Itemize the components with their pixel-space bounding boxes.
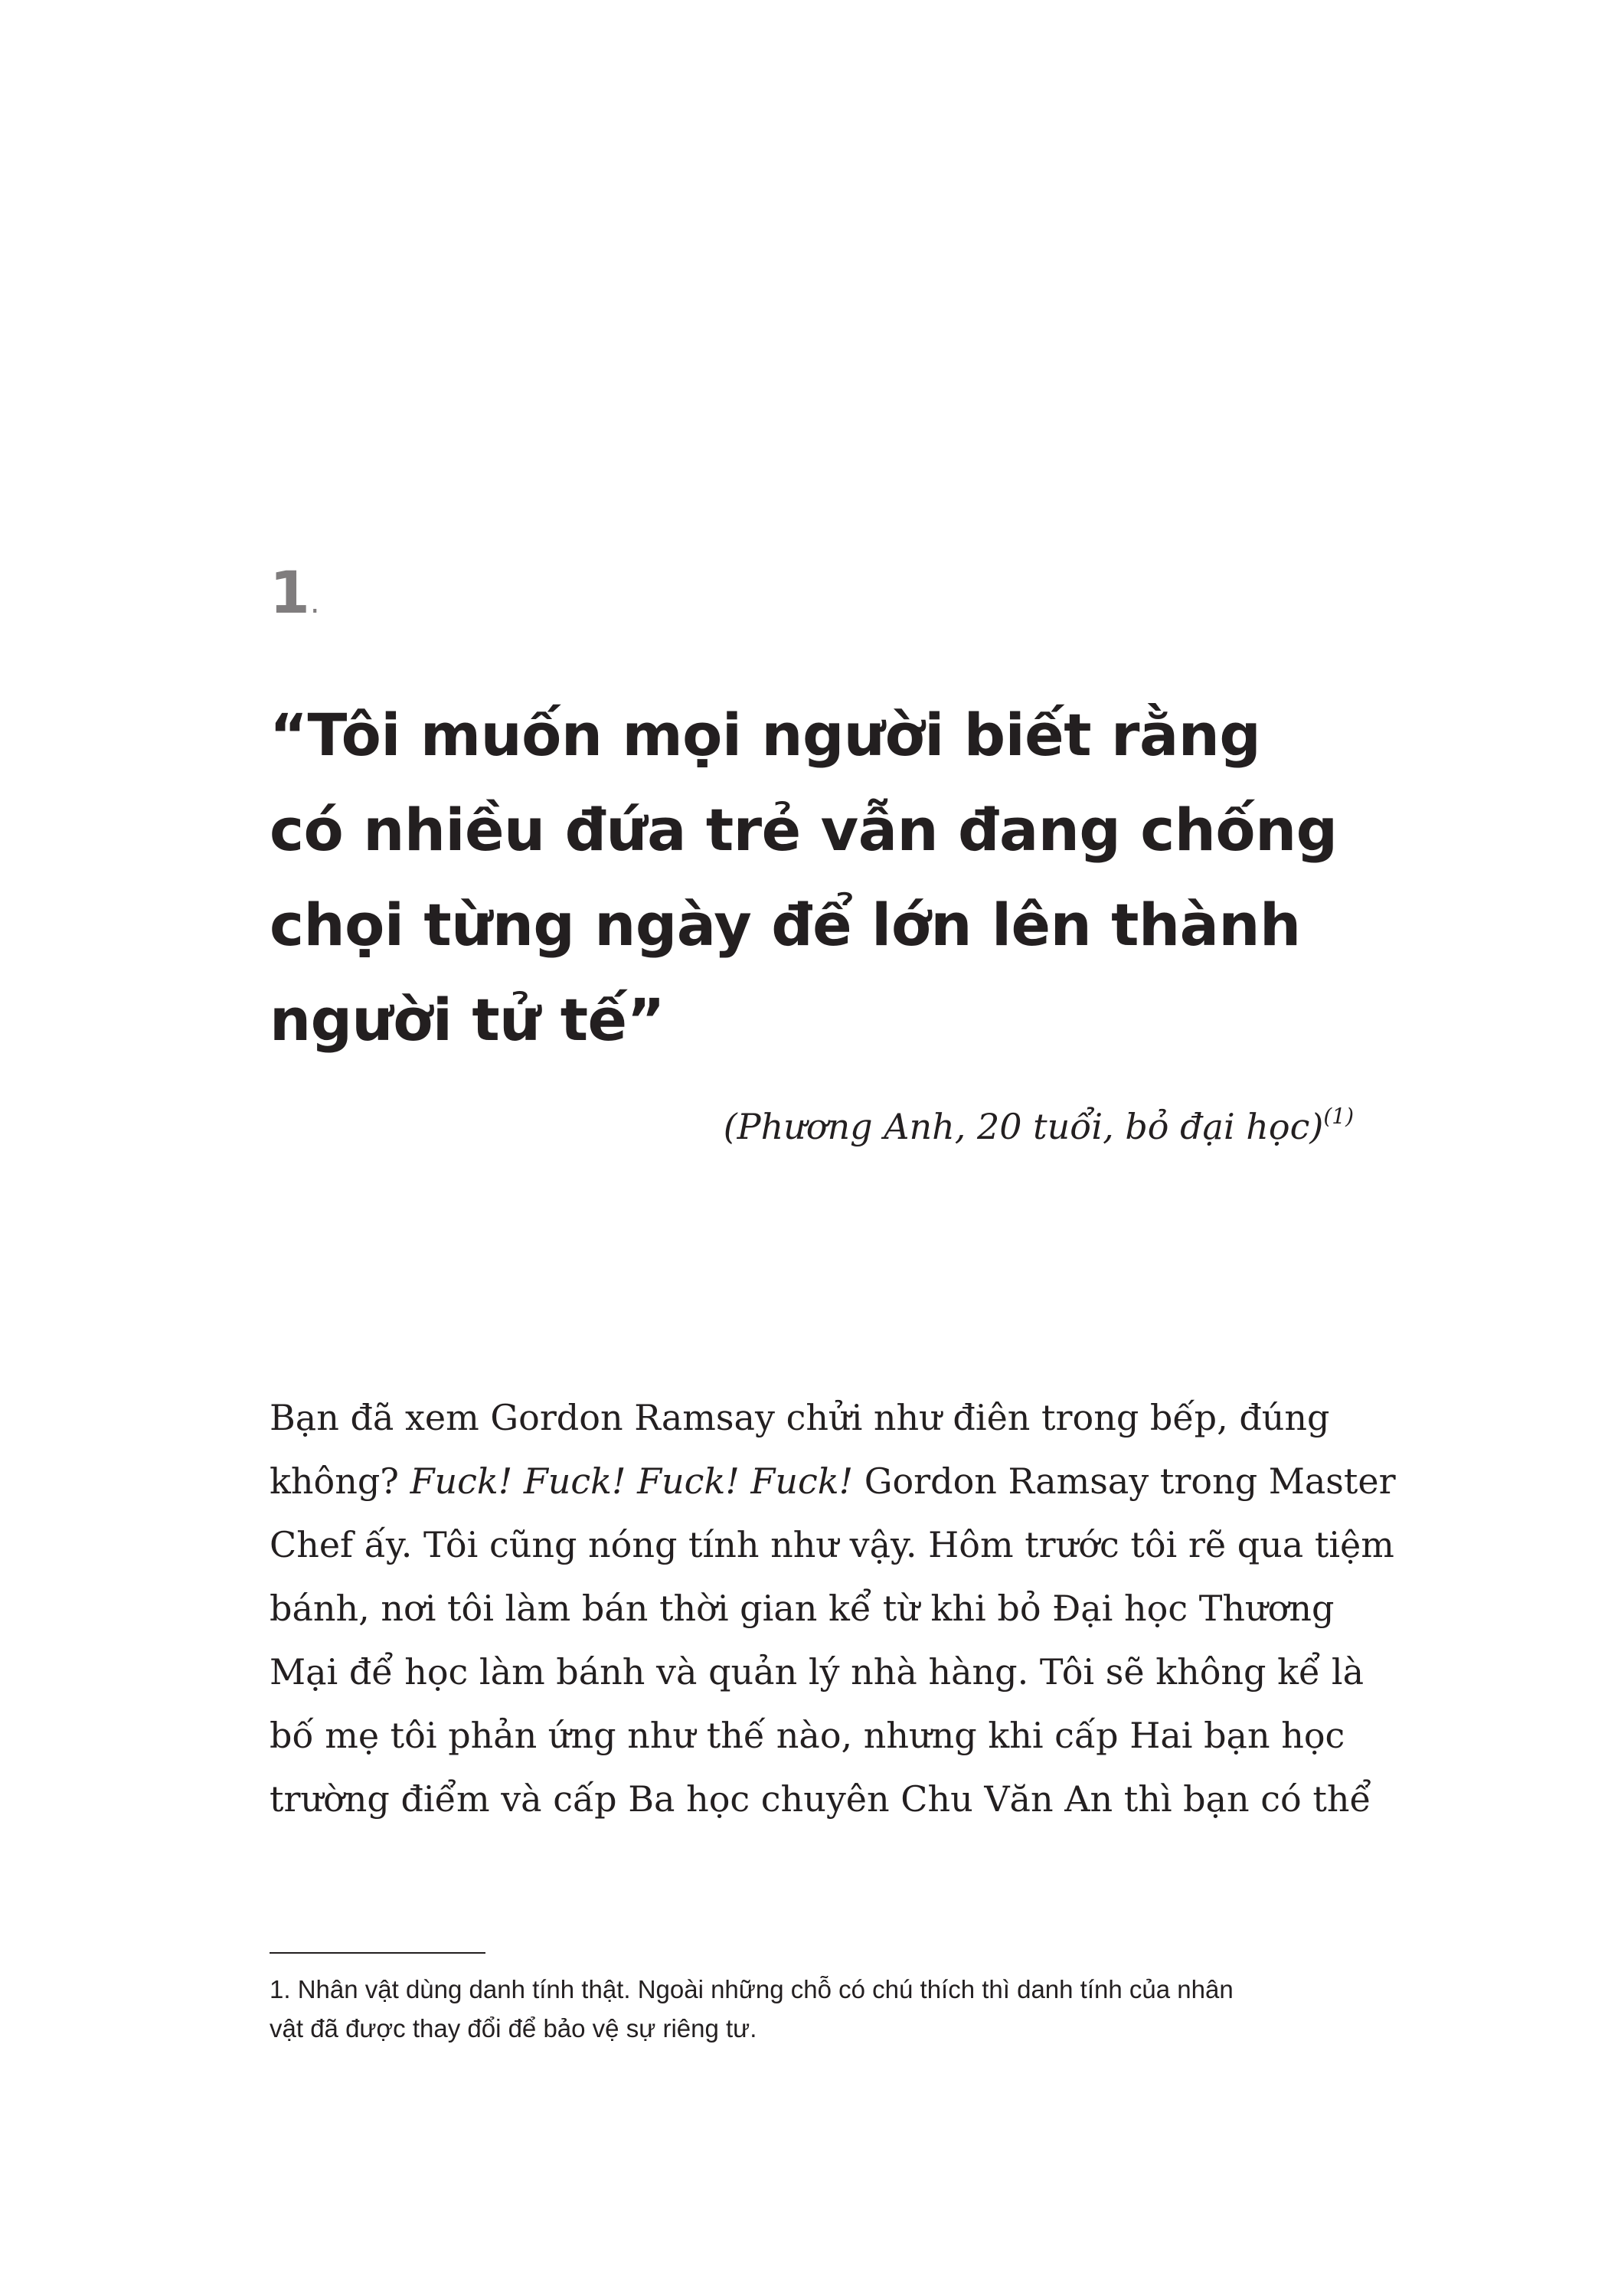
chapter-title-line: có nhiều đứa trẻ vẫn đang chống (270, 796, 1338, 864)
body-line-end: Gordon Ramsay trong Master (853, 1460, 1396, 1502)
chapter-title-line: “Tôi muốn mọi người biết rằng (270, 701, 1261, 769)
body-line: Mại để học làm bánh và quản lý nhà hàng. Tôi sẽ không kể là (270, 1651, 1365, 1693)
chapter-title-line: người tử tế” (270, 986, 665, 1054)
body-line: bánh, nơi tôi làm bán thời gian kể từ khi bỏ Đại học Thương (270, 1588, 1335, 1629)
body-line: Bạn đã xem Gordon Ramsay chửi như điên trong bếp, đúng (270, 1397, 1330, 1438)
body-line (270, 1450, 1396, 1513)
chapter-number-digit: 1 (270, 558, 309, 626)
footnote-line: 1. Nhân vật dùng danh tính thật. Ngoài những chỗ có chú thích thì danh tính của nhân (270, 1975, 1234, 2003)
body-line: bố mẹ tôi phản ứng như thế nào, nhưng khi cấp Hai bạn học (270, 1715, 1345, 1756)
chapter-number-dot: . (309, 585, 319, 620)
body-line-start: không? (270, 1460, 410, 1502)
attribution-text: (Phương Anh, 20 tuổi, bỏ đại học) (723, 1106, 1324, 1147)
chapter-title (270, 688, 1380, 1068)
chapter-title-line: chọi từng ngày để lớn lên thành (270, 891, 1301, 959)
footnote-line: vật đã được thay đổi để bảo vệ sự riêng tư. (270, 2014, 757, 2043)
footnote-divider (270, 1952, 485, 1954)
body-line: Chef ấy. Tôi cũng nóng tính như vậy. Hôm trước tôi rẽ qua tiệm (270, 1524, 1394, 1565)
body-paragraph (270, 1386, 1396, 1831)
quote-attribution (724, 1106, 1354, 1148)
chapter-number (270, 558, 319, 626)
footnote-reference: (1) (1323, 1104, 1354, 1129)
body-line: trường điểm và cấp Ba học chuyên Chu Văn An thì bạn có thể (270, 1778, 1371, 1820)
body-italic-phrase: Fuck! Fuck! Fuck! Fuck! (410, 1460, 854, 1502)
footnote (270, 1970, 1357, 2048)
